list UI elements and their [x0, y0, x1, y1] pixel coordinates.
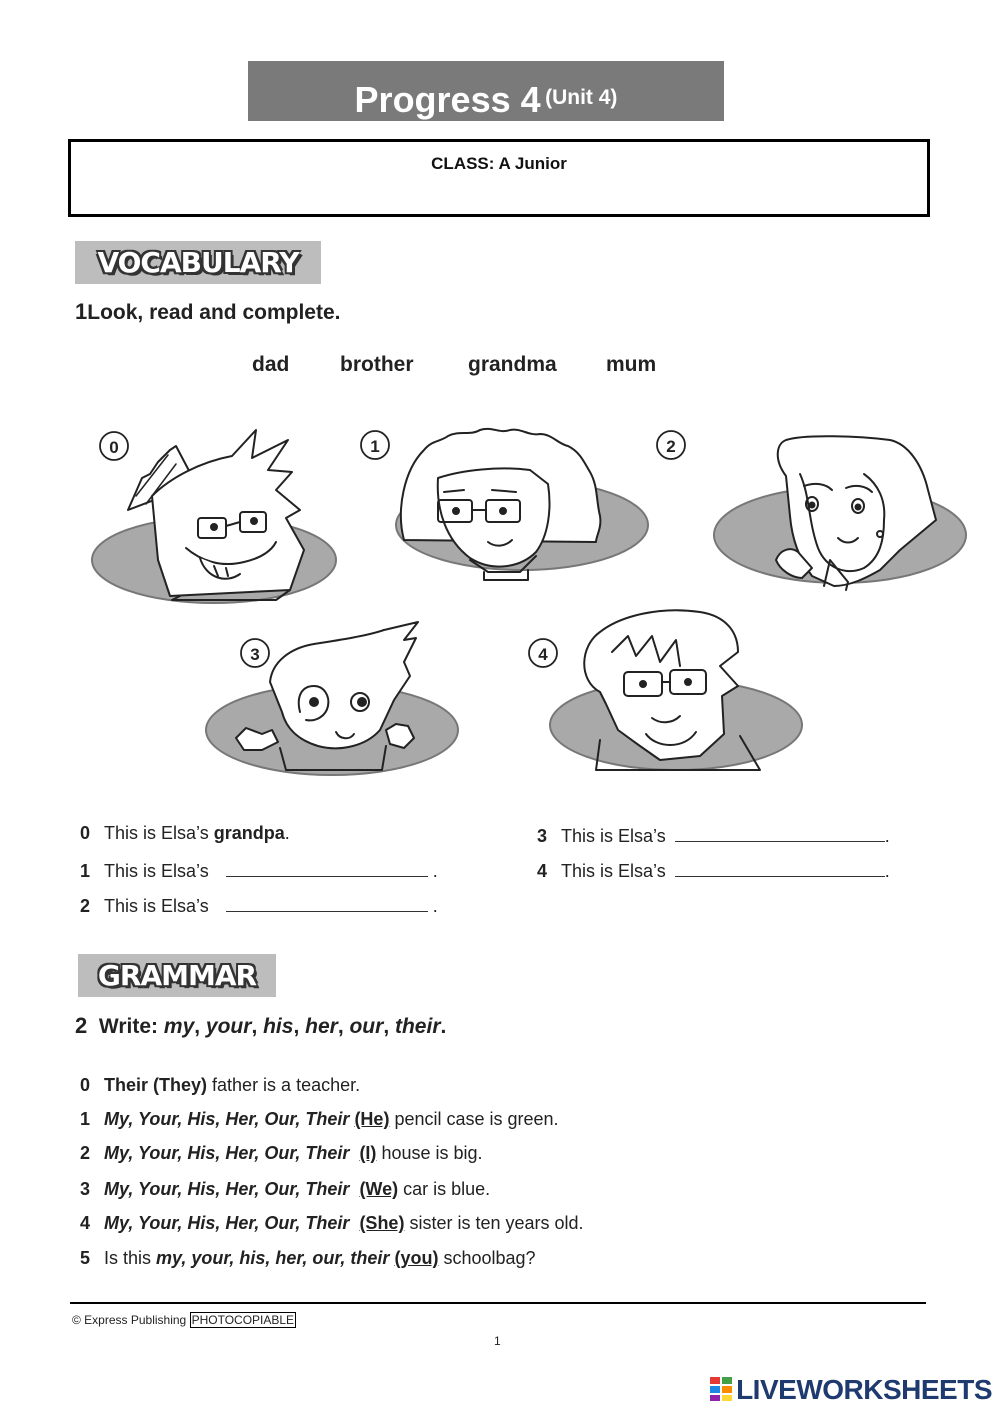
liveworksheets-logo-icon — [709, 1376, 733, 1402]
picture-dad — [550, 610, 802, 770]
sentence-text: This is Elsa’s — [104, 823, 209, 843]
sentence-number: 4 — [537, 861, 548, 881]
page-title-bar — [248, 61, 724, 121]
item-number: 1 — [80, 1109, 91, 1129]
liveworksheets-brand[interactable] — [709, 1374, 992, 1406]
grammar-item-0 — [80, 1075, 360, 1096]
item-answer: Their (They) — [104, 1075, 208, 1095]
sentence-text: This is Elsa’s — [561, 826, 666, 846]
grammar-item-2 — [80, 1143, 483, 1164]
sentence-answer: grandpa — [213, 823, 285, 843]
instruction-word: our — [349, 1015, 384, 1038]
item-rest: pencil case is green. — [394, 1109, 559, 1129]
answer-blank[interactable] — [675, 823, 885, 842]
item-number: 5 — [80, 1248, 91, 1268]
item-pronoun: (I) — [359, 1143, 377, 1163]
sentence-end: . — [884, 861, 890, 881]
grammar-item-5 — [80, 1248, 536, 1269]
item-pronoun: (We) — [359, 1179, 399, 1199]
sentence-number: 1 — [80, 861, 91, 881]
grammar-item-4 — [80, 1213, 584, 1234]
picture-mum — [714, 436, 966, 590]
exercise-1-number: 1 — [75, 299, 88, 324]
word-bank-item: mum — [606, 353, 657, 376]
exercise-1-instruction: Look, read and complete. — [87, 301, 341, 324]
grammar-item-1 — [80, 1109, 559, 1130]
instruction-word: your — [205, 1015, 252, 1038]
item-options-dropdown[interactable]: my, your, his, her, our, their — [156, 1248, 390, 1268]
copyright-text: © Express Publishing — [72, 1313, 187, 1327]
picture-number: 0 — [109, 438, 119, 457]
sentence-end: . — [432, 861, 438, 881]
item-pronoun: (He) — [354, 1109, 390, 1129]
item-options-dropdown[interactable]: My, Your, His, Her, Our, Their — [104, 1179, 350, 1199]
exercise-1-heading — [75, 299, 340, 325]
vocab-sentence-2 — [80, 893, 438, 917]
page-number: 1 — [494, 1334, 501, 1348]
sentence-end: . — [284, 823, 290, 843]
item-rest: house is big. — [381, 1143, 483, 1163]
vocab-sentence-4 — [537, 858, 890, 882]
item-options-dropdown[interactable]: My, Your, His, Her, Our, Their — [104, 1213, 350, 1233]
item-number: 3 — [80, 1179, 91, 1199]
page-title: Progress 4 — [354, 79, 541, 120]
answer-blank[interactable] — [675, 858, 885, 877]
footer-copyright — [72, 1313, 296, 1327]
sentence-number: 2 — [80, 896, 91, 916]
picture-number: 1 — [370, 437, 380, 456]
item-rest: sister is ten years old. — [409, 1213, 584, 1233]
item-rest: father is a teacher. — [212, 1075, 361, 1095]
footer-divider — [70, 1302, 926, 1304]
class-label: CLASS: A Junior — [431, 154, 567, 173]
item-pronoun: (you) — [394, 1248, 439, 1268]
sentence-end: . — [884, 826, 890, 846]
picture-grandpa — [92, 430, 336, 603]
picture-number: 4 — [538, 645, 548, 664]
page-title-unit: (Unit 4) — [545, 86, 618, 110]
vocabulary-banner: VOCABULARY — [75, 241, 321, 284]
item-number: 4 — [80, 1213, 91, 1233]
exercise-2-instruction-prefix: Write: — [98, 1015, 159, 1038]
exercise-2-number: 2 — [75, 1013, 88, 1038]
sentence-text: This is Elsa’s — [104, 896, 209, 916]
sentence-end: . — [432, 896, 438, 916]
vocab-sentence-0 — [80, 823, 290, 844]
item-options-dropdown[interactable]: My, Your, His, Her, Our, Their — [104, 1143, 350, 1163]
answer-blank[interactable] — [226, 858, 428, 877]
picture-number: 2 — [666, 437, 676, 456]
word-bank-item: brother — [340, 353, 414, 376]
item-rest: schoolbag? — [443, 1248, 536, 1268]
grammar-banner: GRAMMAR — [78, 954, 276, 997]
item-number: 2 — [80, 1143, 91, 1163]
instruction-word: my — [163, 1015, 195, 1038]
item-options-dropdown[interactable]: My, Your, His, Her, Our, Their — [104, 1109, 350, 1129]
picture-number: 3 — [250, 645, 260, 664]
answer-blank[interactable] — [226, 893, 428, 912]
grammar-item-3 — [80, 1179, 490, 1200]
sentence-text: This is Elsa’s — [561, 861, 666, 881]
item-number: 0 — [80, 1075, 91, 1095]
vocab-sentence-1 — [80, 858, 438, 882]
instruction-word: their — [394, 1015, 441, 1038]
sentence-text: This is Elsa’s — [104, 861, 209, 881]
item-rest: car is blue. — [403, 1179, 491, 1199]
word-bank-item: grandma — [468, 353, 557, 376]
exercise-2-heading: 2 Write: my, your, his, her, our, their. — [75, 1013, 447, 1038]
picture-grandma — [396, 429, 648, 580]
sentence-number: 3 — [537, 826, 548, 846]
brand-text: LIVEWORKSHEETS — [736, 1374, 992, 1405]
word-bank-item: dad — [252, 353, 290, 376]
photocopiable-label: PHOTOCOPIABLE — [191, 1313, 295, 1327]
item-pronoun: (She) — [359, 1213, 405, 1233]
item-prefix: Is this — [104, 1248, 152, 1268]
sentence-number: 0 — [80, 823, 91, 843]
class-info-box — [68, 139, 930, 217]
vocab-sentence-3 — [537, 823, 890, 847]
family-illustrations — [0, 400, 1000, 790]
instruction-word: his — [263, 1015, 294, 1038]
instruction-word: her — [305, 1015, 338, 1038]
